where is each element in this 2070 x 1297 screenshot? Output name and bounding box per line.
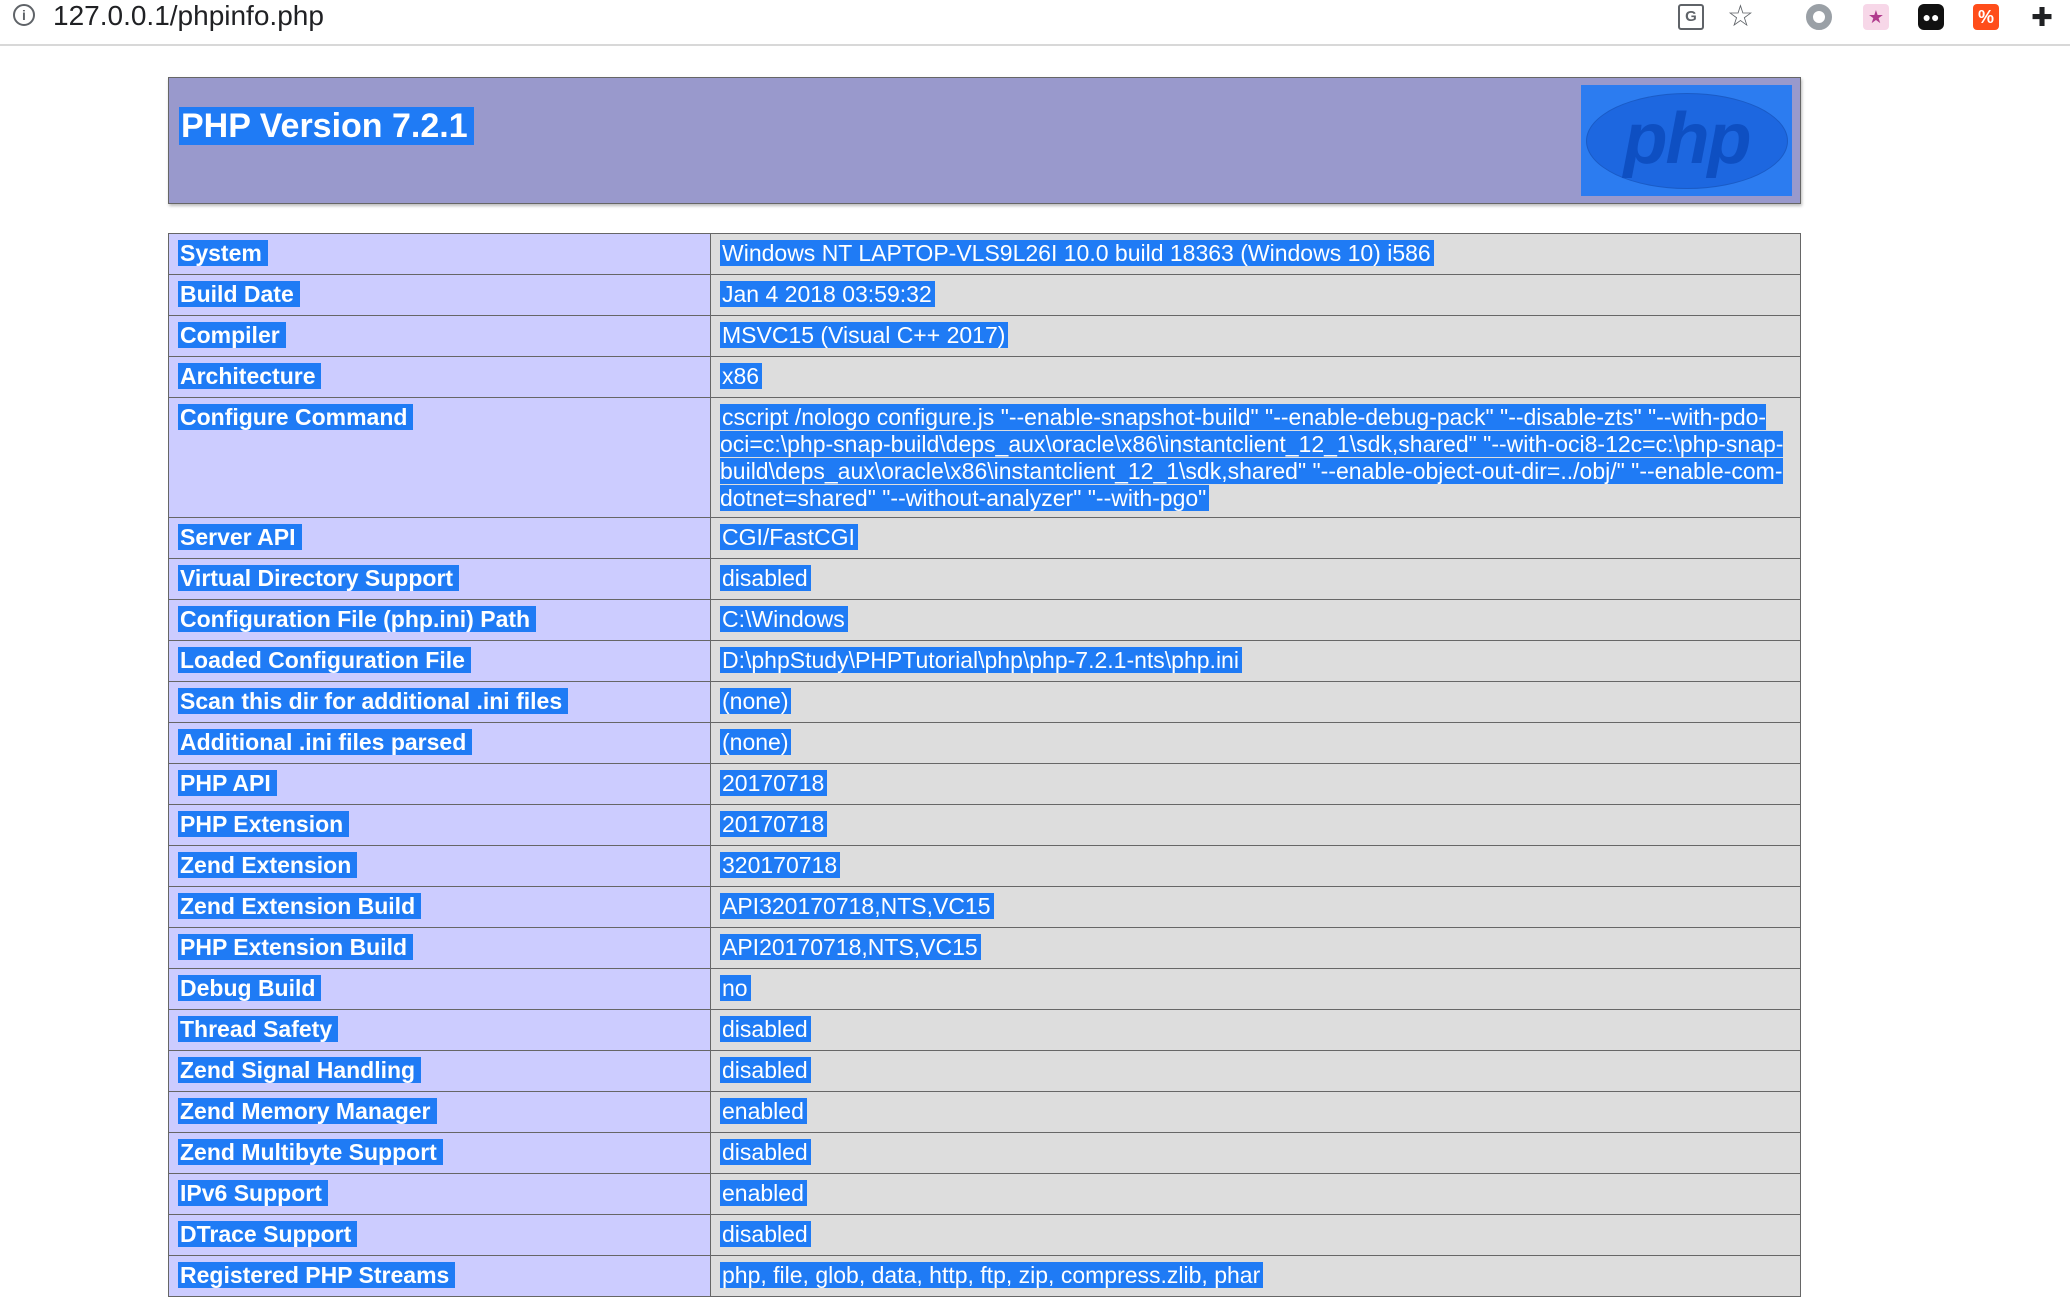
row-value-cell xyxy=(711,846,1801,887)
translate-icon[interactable]: G xyxy=(1678,4,1704,30)
row-key: Scan this dir for additional .ini files xyxy=(178,688,568,714)
row-value-cell xyxy=(711,398,1801,518)
row-value-cell xyxy=(711,969,1801,1010)
row-value: API20170718,NTS,VC15 xyxy=(720,934,981,960)
row-key: Zend Signal Handling xyxy=(178,1057,421,1083)
row-value-cell xyxy=(711,1010,1801,1051)
row-value: API320170718,NTS,VC15 xyxy=(720,893,994,919)
row-value-cell xyxy=(711,641,1801,682)
table-row xyxy=(169,641,1801,682)
row-key-cell xyxy=(169,1215,711,1256)
table-row xyxy=(169,969,1801,1010)
table-row xyxy=(169,1092,1801,1133)
bookmark-star-icon[interactable]: ☆ xyxy=(1727,0,1754,33)
table-row xyxy=(169,559,1801,600)
row-key: Zend Multibyte Support xyxy=(178,1139,443,1165)
row-value-cell xyxy=(711,559,1801,600)
row-key-cell xyxy=(169,600,711,641)
row-key: PHP API xyxy=(178,770,277,796)
row-key: Zend Extension Build xyxy=(178,893,421,919)
row-key-cell xyxy=(169,928,711,969)
row-value: 20170718 xyxy=(720,811,827,837)
row-key-cell xyxy=(169,682,711,723)
row-value: (none) xyxy=(720,688,791,714)
row-value: 320170718 xyxy=(720,852,840,878)
row-key: Architecture xyxy=(178,363,321,389)
info-icon[interactable]: i xyxy=(13,4,35,26)
extension-pink-icon[interactable]: ★ xyxy=(1863,4,1889,30)
row-key: Server API xyxy=(178,524,302,550)
row-value: (none) xyxy=(720,729,791,755)
extension-red-icon[interactable]: % xyxy=(1973,4,1999,30)
row-key: PHP Extension xyxy=(178,811,349,837)
row-key-cell xyxy=(169,846,711,887)
row-key: Configure Command xyxy=(178,404,413,430)
row-value-cell xyxy=(711,1174,1801,1215)
row-key: Thread Safety xyxy=(178,1016,338,1042)
row-key: PHP Extension Build xyxy=(178,934,413,960)
extension-circle-icon[interactable] xyxy=(1806,4,1832,30)
table-row xyxy=(169,275,1801,316)
table-row xyxy=(169,928,1801,969)
row-value: disabled xyxy=(720,1139,811,1165)
row-key: DTrace Support xyxy=(178,1221,357,1247)
row-key-cell xyxy=(169,723,711,764)
row-key-cell xyxy=(169,805,711,846)
row-value: Windows NT LAPTOP-VLS9L26I 10.0 build 18363 (Windows 10) i586 xyxy=(720,240,1434,266)
row-value: C:\Windows xyxy=(720,606,848,632)
row-key: IPv6 Support xyxy=(178,1180,328,1206)
row-key-cell xyxy=(169,1174,711,1215)
row-key-cell xyxy=(169,559,711,600)
row-value: enabled xyxy=(720,1180,807,1206)
row-value-cell xyxy=(711,1092,1801,1133)
table-row xyxy=(169,887,1801,928)
row-key: Zend Memory Manager xyxy=(178,1098,437,1124)
row-value: disabled xyxy=(720,565,811,591)
table-row xyxy=(169,316,1801,357)
row-value-cell xyxy=(711,723,1801,764)
row-value: disabled xyxy=(720,1057,811,1083)
table-row xyxy=(169,1215,1801,1256)
row-value-cell xyxy=(711,887,1801,928)
row-value-cell xyxy=(711,1133,1801,1174)
table-row xyxy=(169,1174,1801,1215)
php-logo-text: php xyxy=(1623,99,1750,179)
row-value: no xyxy=(720,975,751,1001)
browser-address-bar xyxy=(0,0,2070,46)
table-row xyxy=(169,518,1801,559)
row-value: disabled xyxy=(720,1016,811,1042)
row-key: Debug Build xyxy=(178,975,321,1001)
row-value: Jan 4 2018 03:59:32 xyxy=(720,281,935,307)
row-key: Zend Extension xyxy=(178,852,357,878)
row-key-cell xyxy=(169,357,711,398)
row-key: Virtual Directory Support xyxy=(178,565,459,591)
row-key-cell xyxy=(169,518,711,559)
table-row xyxy=(169,1051,1801,1092)
php-logo xyxy=(1581,85,1792,196)
row-key-cell xyxy=(169,1256,711,1297)
row-key-cell xyxy=(169,1092,711,1133)
row-key-cell xyxy=(169,764,711,805)
table-row xyxy=(169,600,1801,641)
row-value: CGI/FastCGI xyxy=(720,524,858,550)
row-value: MSVC15 (Visual C++ 2017) xyxy=(720,322,1008,348)
row-key-cell xyxy=(169,1133,711,1174)
table-row xyxy=(169,805,1801,846)
row-value: php, file, glob, data, http, ftp, zip, compress.zlib, phar xyxy=(720,1262,1263,1288)
row-value-cell xyxy=(711,234,1801,275)
table-row xyxy=(169,1256,1801,1297)
url-field[interactable]: 127.0.0.1/phpinfo.php xyxy=(53,0,324,31)
page-title: PHP Version 7.2.1 xyxy=(179,106,474,146)
row-key: Registered PHP Streams xyxy=(178,1262,455,1288)
row-value: cscript /nologo configure.js "--enable-snapshot-build" "--enable-debug-pack" "--disable-zts" "--with-pdo-oci=c:\php-snap-build\deps_aux\oracle\x86\instantclient_12_1\sdk,shared" "--with-oci8-12c=c:\php-snap-build\deps_aux\oracle\x86\instantclient_12_1\sdk,shared" "--enable-object-out-dir=../obj/" "--enable-com-dotnet=shared" "--without-analyzer" "--with-pgo" xyxy=(720,404,1784,511)
table-row xyxy=(169,846,1801,887)
row-key: Additional .ini files parsed xyxy=(178,729,472,755)
table-row xyxy=(169,1010,1801,1051)
row-value: D:\phpStudy\PHPTutorial\php\php-7.2.1-nts\php.ini xyxy=(720,647,1242,673)
row-value-cell xyxy=(711,682,1801,723)
extension-glasses-icon[interactable]: ●● xyxy=(1918,4,1944,30)
row-value-cell xyxy=(711,275,1801,316)
table-row xyxy=(169,357,1801,398)
row-key: Build Date xyxy=(178,281,300,307)
row-value-cell xyxy=(711,1256,1801,1297)
row-value-cell xyxy=(711,1215,1801,1256)
row-key-cell xyxy=(169,234,711,275)
table-row xyxy=(169,764,1801,805)
row-key: System xyxy=(178,240,268,266)
row-key-cell xyxy=(169,969,711,1010)
row-value-cell xyxy=(711,928,1801,969)
table-row xyxy=(169,682,1801,723)
table-row xyxy=(169,234,1801,275)
php-version-header xyxy=(168,77,1801,204)
php-info-table xyxy=(168,233,1801,1297)
row-key: Compiler xyxy=(178,322,286,348)
row-key-cell xyxy=(169,398,711,518)
row-value: x86 xyxy=(720,363,762,389)
row-value: enabled xyxy=(720,1098,807,1124)
row-value-cell xyxy=(711,805,1801,846)
table-row xyxy=(169,398,1801,518)
row-key-cell xyxy=(169,275,711,316)
row-key-cell xyxy=(169,316,711,357)
row-value: 20170718 xyxy=(720,770,827,796)
table-row xyxy=(169,723,1801,764)
row-value-cell xyxy=(711,518,1801,559)
row-value-cell xyxy=(711,1051,1801,1092)
row-key: Loaded Configuration File xyxy=(178,647,471,673)
extensions-puzzle-icon[interactable]: ✚ xyxy=(2031,2,2053,32)
table-row xyxy=(169,1133,1801,1174)
row-value-cell xyxy=(711,764,1801,805)
row-value: disabled xyxy=(720,1221,811,1247)
row-key-cell xyxy=(169,1051,711,1092)
row-value-cell xyxy=(711,357,1801,398)
row-key-cell xyxy=(169,641,711,682)
row-key-cell xyxy=(169,1010,711,1051)
row-value-cell xyxy=(711,316,1801,357)
row-key-cell xyxy=(169,887,711,928)
row-value-cell xyxy=(711,600,1801,641)
row-key: Configuration File (php.ini) Path xyxy=(178,606,536,632)
